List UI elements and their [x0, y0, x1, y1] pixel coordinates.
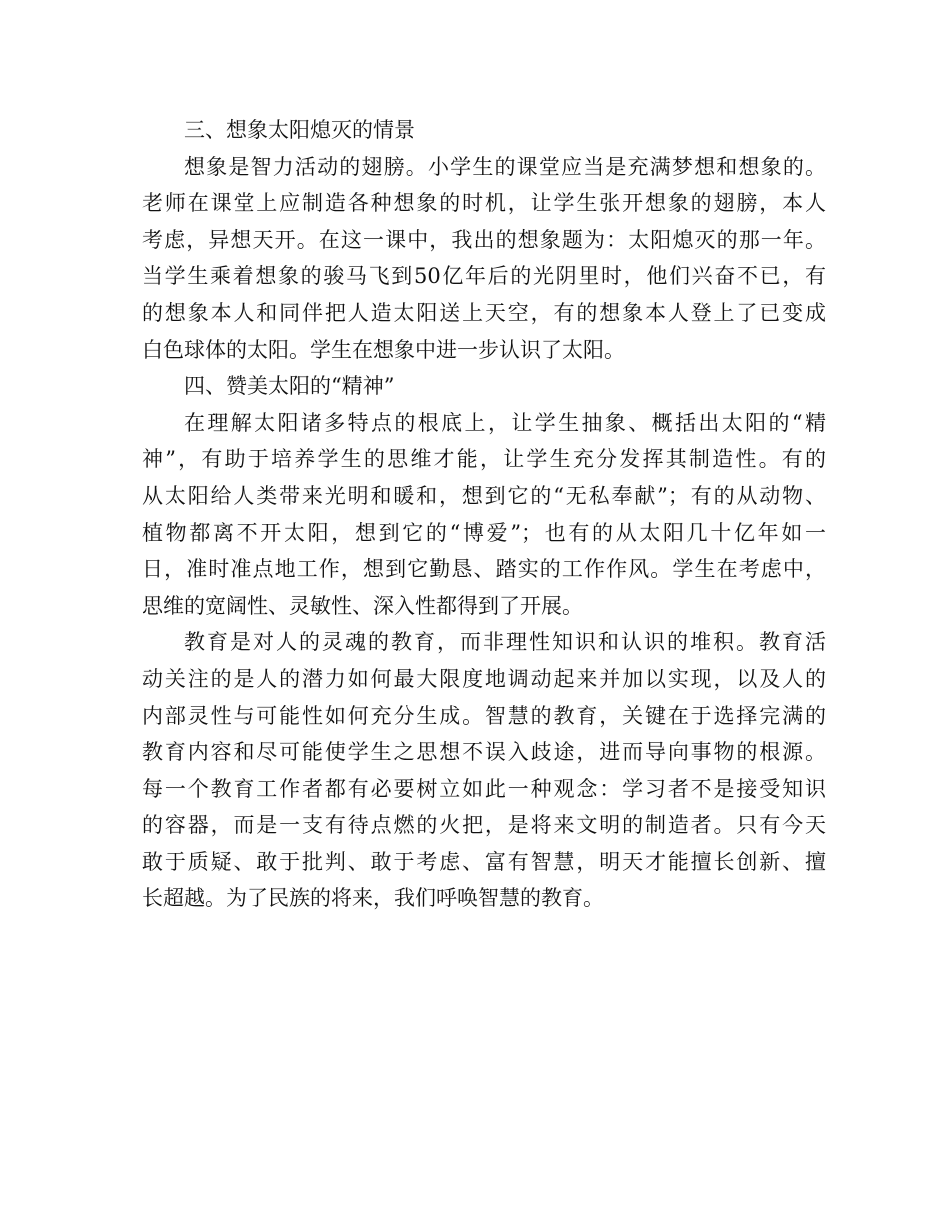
paragraph-line: 内部灵性与可能性如何充分生成。智慧的教育，关键在于选择完满的: [142, 703, 826, 728]
paragraph-line: 教育是对人的灵魂的教育，而非理性知识和认识的堆积。教育活: [184, 630, 826, 655]
paragraph-line: 想象是智力活动的翅膀。小学生的课堂应当是充满梦想和想象的。: [184, 154, 826, 179]
paragraph-line: 日，准时准点地工作，想到它勤恳、踏实的工作作风。学生在考虑中，: [142, 557, 826, 582]
paragraph-spirit: [142, 405, 826, 625]
paragraph-line: 考虑，异想天开。在这一课中，我出的想象题为：太阳熄灭的那一年。: [142, 227, 826, 252]
paragraph-line: 植物都离不开太阳，想到它的“博爱”；也有的从太阳几十亿年如一: [142, 520, 826, 545]
paragraph-line: 从太阳给人类带来光明和暖和，想到它的“无私奉献”；有的从动物、: [142, 483, 826, 508]
section-heading-3: 三、想象太阳熄灭的情景: [184, 118, 415, 142]
paragraph-line: 的想象本人和同伴把人造太阳送上天空，有的想象本人登上了已变成: [142, 300, 826, 325]
paragraph-line: 神”，有助于培养学生的思维才能，让学生充分发挥其制造性。有的: [142, 447, 826, 472]
section-heading-4: 四、赞美太阳的“精神”: [184, 374, 395, 399]
paragraph-line: 教育内容和尽可能使学生之思想不误入歧途，进而导向事物的根源。: [142, 740, 826, 765]
paragraph-imagination: [142, 149, 826, 369]
document-body: [142, 112, 826, 917]
paragraph-line: 老师在课堂上应制造各种想象的时机，让学生张开想象的翅膀，本人: [142, 191, 826, 216]
paragraph-line: 的容器，而是一支有待点燃的火把，是将来文明的制造者。只有今天: [142, 813, 826, 838]
paragraph-line: 白色球体的太阳。学生在想象中进一步认识了太阳。: [142, 337, 625, 362]
paragraph-line: 动关注的是人的潜力如何最大限度地调动起来并加以实现，以及人的: [142, 666, 826, 691]
paragraph-line: 当学生乘着想象的骏马飞到50亿年后的光阴里时，他们兴奋不已，有: [142, 264, 826, 289]
paragraph-line: 思维的宽阔性、灵敏性、深入性都得到了开展。: [142, 593, 583, 618]
paragraph-line: 长超越。为了民族的将来，我们呼唤智慧的教育。: [142, 886, 604, 911]
paragraph-line: 每一个教育工作者都有必要树立如此一种观念：学习者不是接受知识: [142, 776, 826, 801]
paragraph-line: 在理解太阳诸多特点的根底上，让学生抽象、概括出太阳的“精: [184, 410, 826, 435]
paragraph-line: 敢于质疑、敢于批判、敢于考虑、富有智慧，明天才能擅长创新、擅: [142, 849, 826, 874]
paragraph-conclusion: [142, 624, 826, 917]
